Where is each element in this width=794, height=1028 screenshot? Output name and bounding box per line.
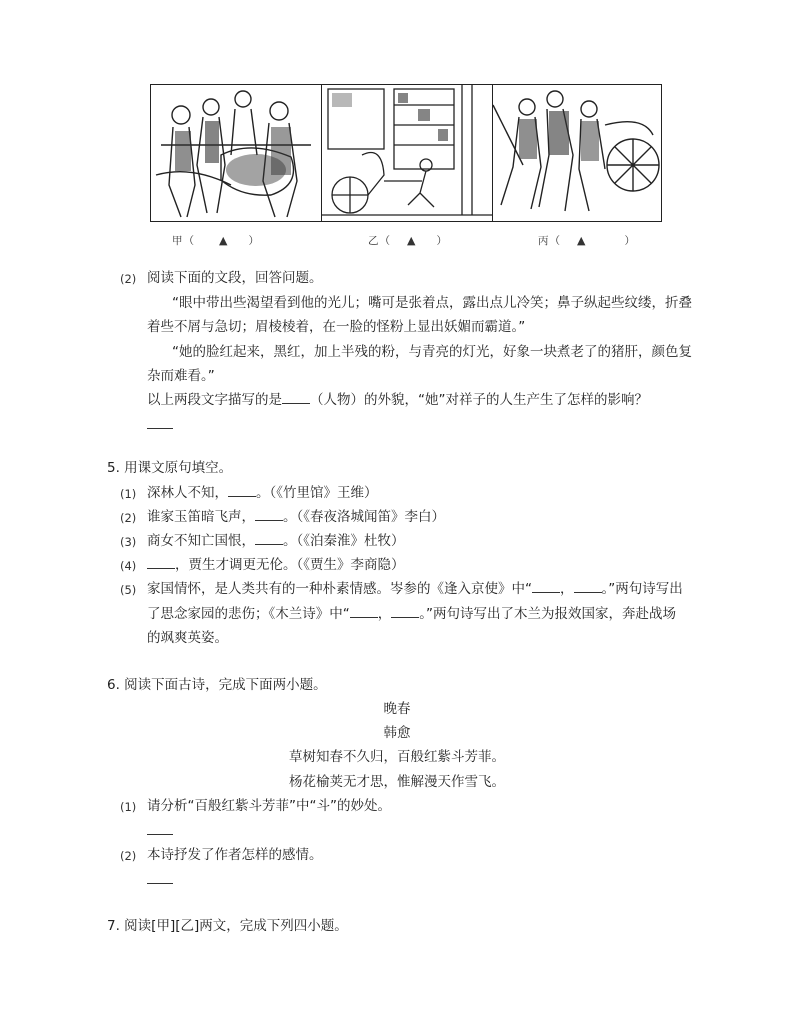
question-text: 以上两段文字描写的是 <box>147 392 282 408</box>
item-number: (2) <box>120 511 137 525</box>
illustration-panel-bing <box>492 85 662 221</box>
sub-question-text: 本诗抒发了作者怎样的感情。 <box>147 847 323 863</box>
answer-blank[interactable] <box>228 482 256 497</box>
item-number: (1) <box>120 800 137 814</box>
fill-item-line: 了思念家园的悲伤；《木兰诗》中“ ， 。”两句诗写出了木兰为报效国家，奔赴战场 <box>147 602 676 626</box>
question-heading: 7. 阅读[甲][乙]两文，完成下列四小题。 <box>107 918 348 934</box>
answer-blank[interactable] <box>350 603 378 618</box>
sketch-soldiers-rickshaw <box>493 85 662 221</box>
poem-line: 杨花榆荚无才思，惟解漫天作雪飞。 <box>289 774 505 790</box>
caption-close: ） <box>436 235 448 247</box>
fill-item: 深林人不知， 。（《竹里馆》王维） <box>147 481 378 505</box>
passage-line: “她的脸红起来，黑红，加上半残的粉，与青亮的灯光，好象一块煮老了的猪肝，颜色复 <box>172 344 692 360</box>
fill-item: ，贾生才调更无伦。（《贾生》李商隐） <box>147 553 405 577</box>
caption-label: 乙（ <box>368 235 391 247</box>
caption-jia <box>172 233 260 248</box>
sub-question-number: (2) <box>120 272 137 286</box>
caption-label: 甲（ <box>172 235 195 247</box>
passage-line: 杂而难看。” <box>147 368 215 384</box>
fill-item: 商女不知亡国恨， 。（《泊秦淮》杜牧） <box>147 529 405 553</box>
illustration-panel-yi <box>321 85 493 221</box>
answer-blank[interactable] <box>532 578 560 593</box>
poem-title: 晚春 <box>383 701 411 717</box>
fill-item-line: 家国情怀，是人类共有的一种朴素情感。岑参的《逢入京使》中“ ， 。”两句诗写出 <box>147 577 683 601</box>
poem-line: 草树知春不久归，百般红紫斗芳菲。 <box>289 749 505 765</box>
sub-question-prompt: 阅读下面的文段，回答问题。 <box>147 270 323 286</box>
caption-close: ） <box>248 235 260 247</box>
question-text: （人物）的外貌，“她”对祥子的人生产生了怎样的影响？ <box>310 392 648 408</box>
caption-bing <box>538 233 636 248</box>
caption-close: ） <box>624 235 636 247</box>
item-number: (4) <box>120 559 137 573</box>
triangle-marker: ▲ <box>219 234 229 247</box>
fill-item: 谁家玉笛暗飞声， 。（《春夜洛城闻笛》李白） <box>147 505 445 529</box>
sub-question-text: 请分析“百般红紫斗芳菲”中“斗”的妙处。 <box>147 798 391 814</box>
sketch-rickshaw-street <box>322 85 493 221</box>
caption-label: 丙（ <box>538 235 561 247</box>
answer-line[interactable] <box>147 834 173 835</box>
answer-blank[interactable] <box>255 506 283 521</box>
sketch-crowd <box>151 85 321 221</box>
caption-yi <box>368 233 448 248</box>
answer-blank[interactable] <box>147 554 175 569</box>
answer-blank[interactable] <box>282 389 310 404</box>
passage-line: 着些不屑与急切；眉棱棱着，在一脸的怪粉上显出妖媚而霸道。” <box>147 319 526 335</box>
item-number: (3) <box>120 535 137 549</box>
question-heading: 6. 阅读下面古诗，完成下面两小题。 <box>107 677 327 693</box>
illustration-strip <box>150 84 662 222</box>
item-number: (5) <box>120 583 137 597</box>
answer-line[interactable] <box>147 428 173 429</box>
answer-blank[interactable] <box>391 603 419 618</box>
item-number: (2) <box>120 849 137 863</box>
answer-blank[interactable] <box>574 578 602 593</box>
question-line <box>147 388 648 412</box>
fill-item-line: 的飒爽英姿。 <box>147 630 228 646</box>
question-heading: 5. 用课文原句填空。 <box>107 460 233 476</box>
triangle-marker: ▲ <box>577 234 587 247</box>
triangle-marker: ▲ <box>407 234 417 247</box>
answer-line[interactable] <box>147 883 173 884</box>
passage-line: “眼中带出些渴望看到他的光儿；嘴可是张着点，露出点儿冷笑；鼻子纵起些纹缕，折叠 <box>172 295 692 311</box>
answer-blank[interactable] <box>255 530 283 545</box>
item-number: (1) <box>120 487 137 501</box>
illustration-panel-jia <box>151 85 321 221</box>
poem-author: 韩愈 <box>383 725 411 741</box>
